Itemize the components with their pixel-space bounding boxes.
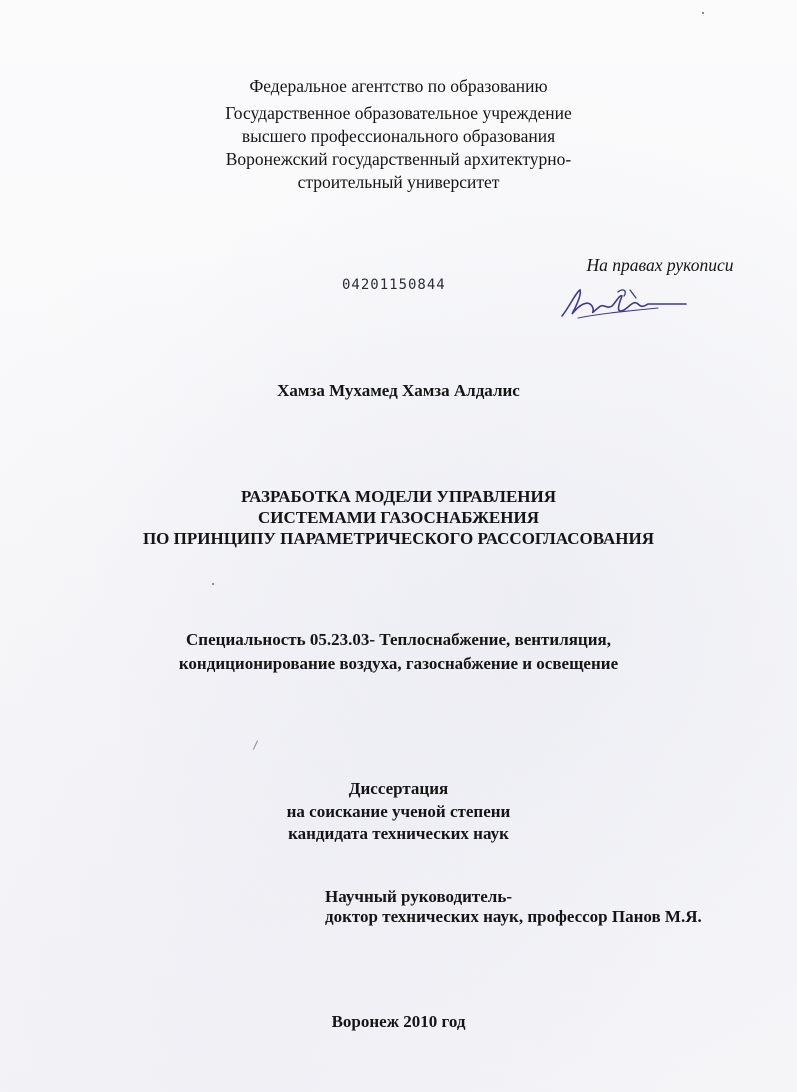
scan-speck — [702, 12, 704, 14]
supervisor-line-2: доктор технических наук, профессор Панов М.Я. — [325, 907, 702, 926]
city-year: Воронеж 2010 год — [331, 1012, 466, 1031]
header-line-2: Государственное образовательное учреждение — [225, 103, 572, 123]
degree-line-2: на соискание ученой степени — [286, 802, 511, 821]
scan-speck — [253, 740, 258, 749]
signature-icon — [558, 284, 688, 324]
header-line-3: высшего профессионального образования — [241, 126, 556, 146]
archive-number: 04201150844 — [342, 277, 446, 293]
header-line-1: Федеральное агентство по образованию — [249, 76, 548, 96]
title-line-1: РАЗРАБОТКА МОДЕЛИ УПРАВЛЕНИЯ — [240, 487, 557, 506]
degree-line-3: кандидата технических наук — [288, 824, 509, 843]
title-line-3: ПО ПРИНЦИПУ ПАРАМЕТРИЧЕСКОГО РАССОГЛАСОВАНИЯ — [142, 529, 655, 548]
supervisor-line-1: Научный руководитель- — [325, 887, 512, 906]
specialty-line-2: кондиционирование воздуха, газоснабжение и освещение — [178, 654, 619, 673]
degree-line-1: Диссертация — [348, 779, 449, 798]
author-name: Хамза Мухамед Хамза Алдалис — [277, 381, 520, 400]
rights-note: На правах рукописи — [586, 255, 734, 275]
scan-speck — [212, 583, 214, 585]
specialty-line-1: Специальность 05.23.03- Теплоснабжение, вентиляция, — [186, 630, 611, 649]
header-line-5: строительный университет — [297, 172, 500, 192]
header-line-4: Воронежский государственный архитектурно- — [225, 149, 572, 169]
title-line-2: СИСТЕМАМИ ГАЗОСНАБЖЕНИЯ — [258, 508, 539, 527]
